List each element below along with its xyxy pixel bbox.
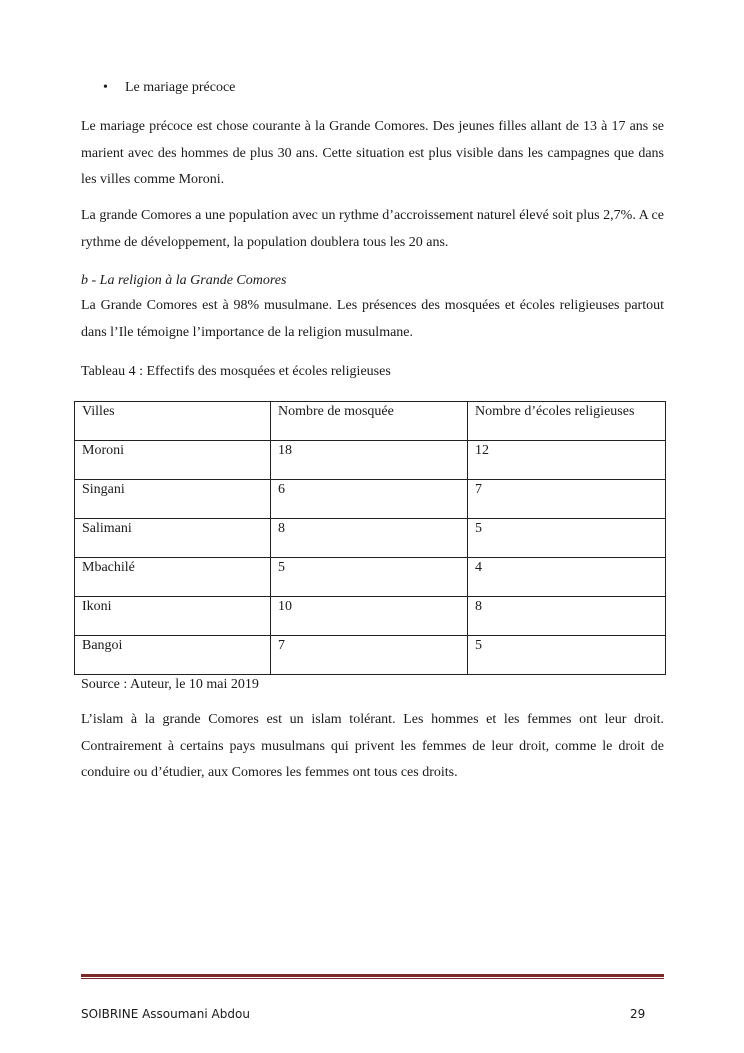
table-row	[75, 480, 666, 519]
table-row	[75, 558, 666, 597]
footer-page-number: 29	[630, 1007, 646, 1021]
paragraph-mariage: Le mariage précoce est chose courante à la Grande Comores. Des jeunes filles allant de 13 à 17 ans se marient avec des hommes de plus 30 ans. Cette situation est plus visible dans les campagnes que dans les villes comme Moroni.	[81, 119, 664, 187]
table-caption: Tableau 4 : Effectifs des mosquées et écoles religieuses	[81, 364, 391, 379]
table-row	[75, 636, 666, 675]
cell-ecoles: 5	[468, 519, 666, 558]
footer-rule-thin	[81, 978, 664, 979]
paragraph-religion: La Grande Comores est à 98% musulmane. Les présences des mosquées et écoles religieuses partout dans l’Ile témoigne l’importance de la religion musulmane.	[81, 298, 664, 340]
footer-rule	[81, 974, 664, 979]
cell-mosquees: 18	[271, 441, 468, 480]
bullet-item	[103, 79, 235, 97]
cell-ville: Singani	[75, 480, 271, 519]
footer-author: SOIBRINE Assoumani Abdou	[81, 1007, 250, 1021]
cell-mosquees: 7	[271, 636, 468, 675]
cell-ecoles: 12	[468, 441, 666, 480]
cell-ville: Bangoi	[75, 636, 271, 675]
section-subheading: b - La religion à la Grande Comores	[81, 273, 287, 288]
cell-ville: Ikoni	[75, 597, 271, 636]
bullet-symbol: •	[103, 80, 108, 95]
header-mosquees: Nombre de mosquée	[271, 402, 468, 441]
cell-mosquees: 8	[271, 519, 468, 558]
bullet-text: Le mariage précoce	[125, 80, 236, 95]
table-row	[75, 597, 666, 636]
cell-mosquees: 6	[271, 480, 468, 519]
cell-ville: Moroni	[75, 441, 271, 480]
cell-ecoles: 5	[468, 636, 666, 675]
cell-ecoles: 7	[468, 480, 666, 519]
table-header-row	[75, 402, 666, 441]
table-row	[75, 441, 666, 480]
cell-mosquees: 5	[271, 558, 468, 597]
footer-rule-thick	[81, 974, 664, 977]
cell-ecoles: 8	[468, 597, 666, 636]
cell-mosquees: 10	[271, 597, 468, 636]
paragraph-population: La grande Comores a une population avec un rythme d’accroissement naturel élevé soit plus 2,7%. A ce rythme de développement, la population doublera tous les 20 ans.	[81, 208, 664, 250]
paragraph-islam: L’islam à la grande Comores est un islam tolérant. Les hommes et les femmes ont leur droit. Contrairement à certains pays musulmans qui privent les femmes de leur droit, comme le droit de conduire ou d’étudier, aux Comores les femmes ont tous ces droits.	[81, 712, 664, 780]
table-source: Source : Auteur, le 10 mai 2019	[81, 677, 259, 692]
header-villes: Villes	[75, 402, 271, 441]
cell-ville: Mbachilé	[75, 558, 271, 597]
cell-ville: Salimani	[75, 519, 271, 558]
table-row	[75, 519, 666, 558]
header-ecoles: Nombre d’écoles religieuses	[468, 402, 666, 441]
mosques-schools-table	[74, 401, 666, 675]
cell-ecoles: 4	[468, 558, 666, 597]
